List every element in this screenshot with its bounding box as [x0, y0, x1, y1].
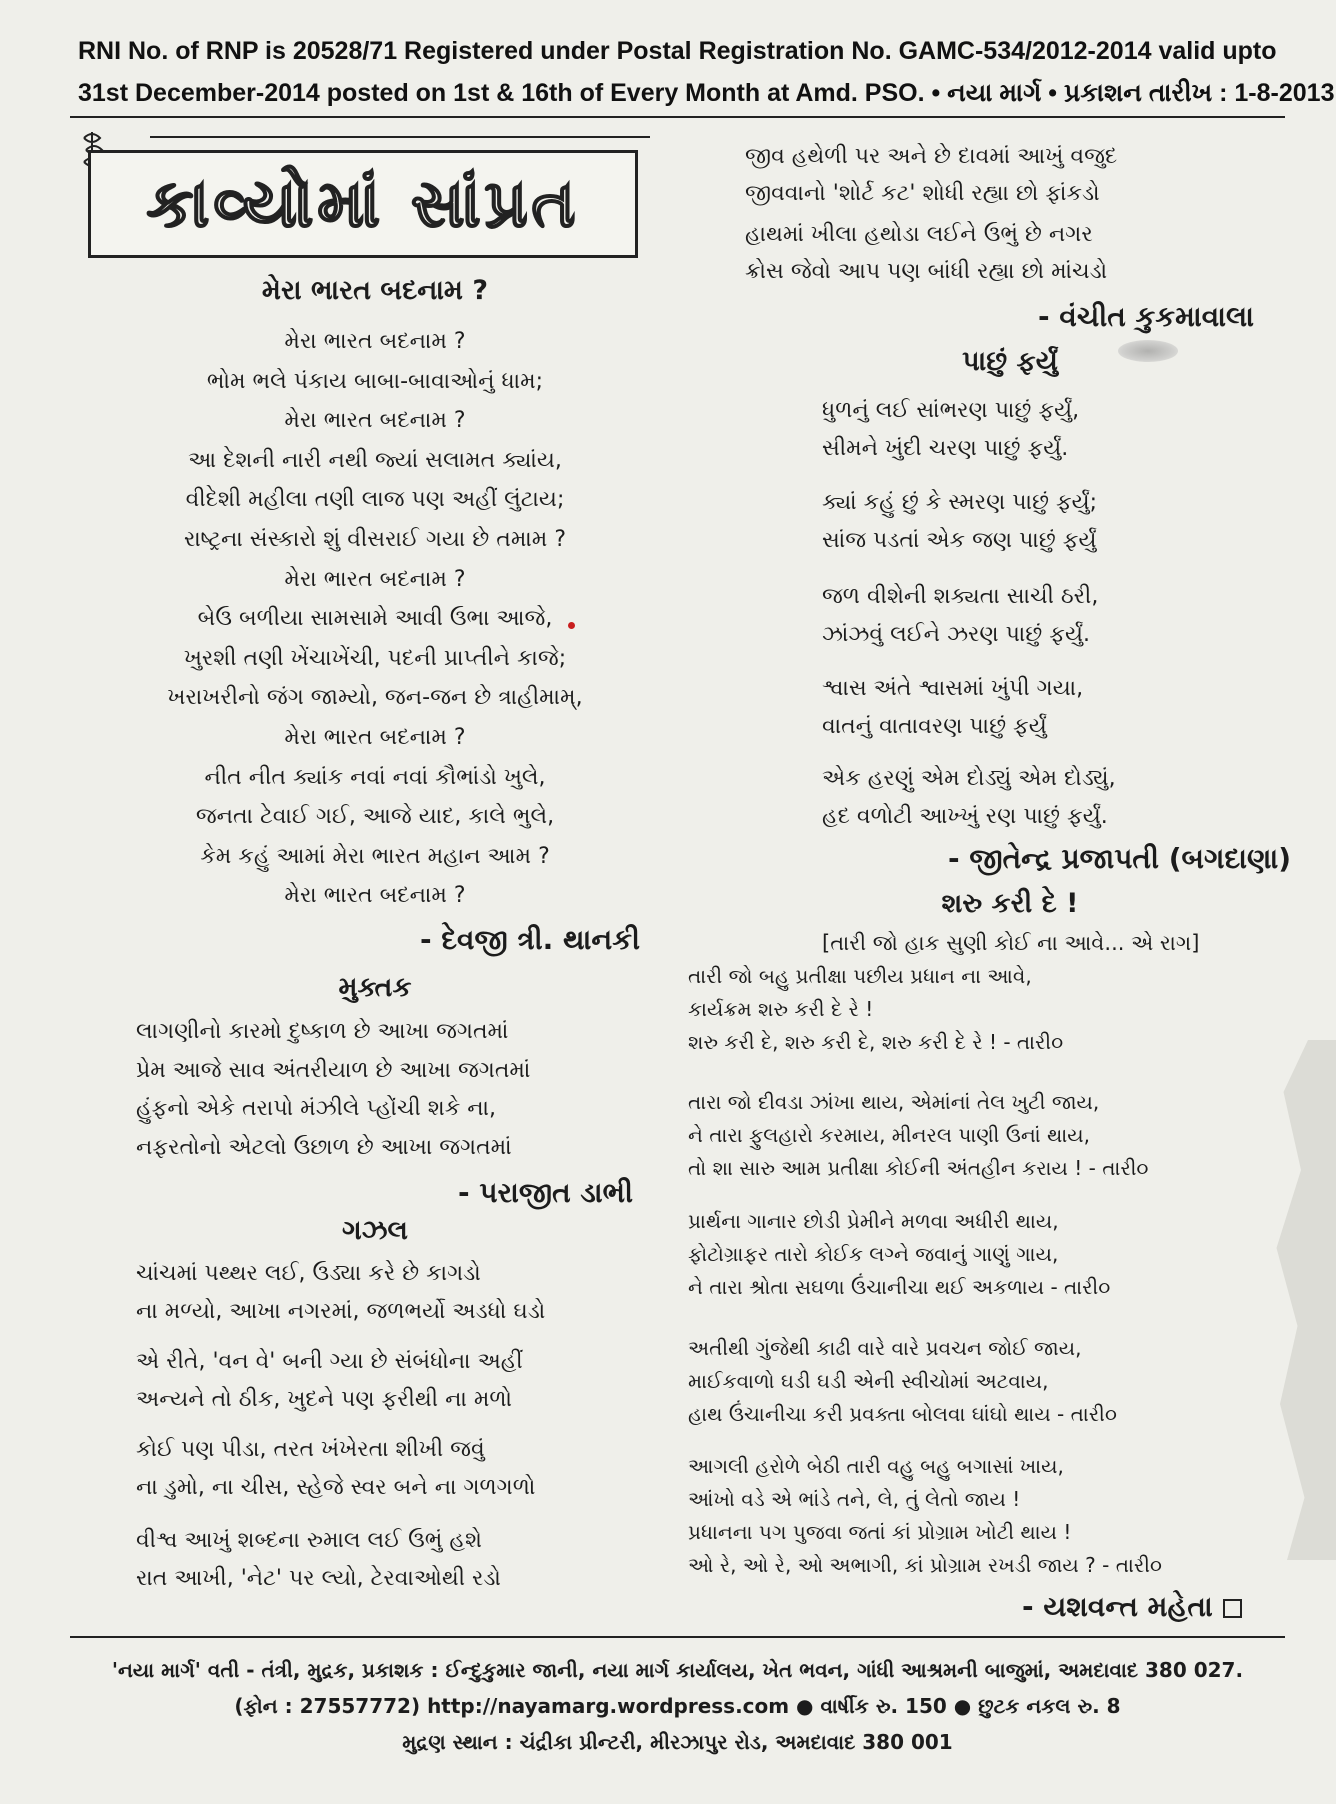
verse-line: પ્રાર્થના ગાનાર છોડી પ્રેમીને મળવા અધીરી થાય, [688, 1209, 1059, 1233]
verse-line: શ્વાસ અંતે શ્વાસમાં ખુંપી ગયા, [822, 676, 1084, 701]
verse-line: હદ વળોટી આખ્ખું રણ પાછું ફર્યું. [822, 804, 1108, 829]
verse-line: કેમ કહું આમાં મેરા ભારત મહાન આમ ? [200, 843, 550, 869]
verse-line: મેરા ભારત બદનામ ? [284, 725, 466, 750]
verse-line: માઈકવાળો ઘડી ઘડી એની સ્વીચોમાં અટવાય, [688, 1369, 1049, 1393]
verse-line: મેરા ભારત બદનામ ? [284, 329, 466, 354]
red-mark [568, 622, 575, 629]
header-line-1: RNI No. of RNP is 20528/71 Registered under Postal Registration No. GAMC-534/2012-2014 valid upto [78, 37, 1277, 65]
poem1-title: મેરા ભારત બદનામ ? [261, 275, 489, 306]
verse-line: કોઈ પણ પીડા, તરત ખંખેરતા શીખી જવું [136, 1437, 485, 1462]
verse-line: ક્યાં કહું છું કે સ્મરણ પાછું ફર્યું; [822, 490, 1098, 515]
verse-line: આગલી હરોળે બેઠી તારી વહુ બહુ બગાસાં ખાય, [688, 1454, 1064, 1478]
end-box-icon [1223, 1599, 1242, 1618]
section-banner [88, 150, 638, 258]
verse-line: લાગણીનો કારમો દુષ્કાળ છે આખા જગતમાં [136, 1019, 509, 1044]
verse-line: શરુ કરી દે, શરુ કરી દે, શરુ કરી દે રે ! - તારી૦ [688, 1030, 1064, 1054]
verse-line: વીશ્વ આખું શબ્દના રુમાલ લઈ ઉભું હશે [136, 1528, 482, 1553]
verse-line: ફોટોગ્રાફર તારો કોઈક લગ્ને જવાનું ગાણું ગાય, [688, 1242, 1059, 1266]
verse-line: પ્રધાનના પગ પુજવા જતાં કાં પ્રોગ્રામ ખોટી થાય ! [688, 1520, 1072, 1544]
verse-line: સાંજ પડતાં એક જણ પાછું ફર્યું [822, 528, 1097, 553]
header-rule [70, 116, 1285, 118]
verse-line: ભોમ ભલે પંકાય બાબા-બાવાઓનું ધામ; [206, 368, 544, 394]
verse-line: ના ડુમો, ના ચીસ, સ્હેજે સ્વર બને ના ગળગળો [136, 1475, 536, 1500]
verse-line: નીત નીત ક્યાંક નવાં નવાં કૌભાંડો ખુલે, [204, 764, 546, 790]
verse-line: સીમને ખુંદી ચરણ પાછું ફર્યું. [822, 436, 1069, 461]
verse-line: ઓ રે, ઓ રે, ઓ અભાગી, કાં પ્રોગ્રામ રખડી જાય ? - તારી૦ [688, 1553, 1162, 1577]
verse-line: હાથ ઉંચાનીચા કરી પ્રવક્તા બોલવા ઘાંઘો થાય - તારી૦ [688, 1402, 1117, 1426]
verse-line: મેરા ભારત બદનામ ? [284, 408, 466, 434]
verse-line: મેરા ભારત બદનામ ? [284, 566, 466, 592]
verse-line: ખરાખરીનો જંગ જામ્યો, જન-જન છે ત્રાહીમામ્, [167, 685, 583, 711]
verse-line: જીવવાનો 'શોર્ટ કટ' શોધી રહ્યા છો ફાંકડો [745, 181, 1100, 206]
verse-line: ના મળ્યો, આખા નગરમાં, જળભર્યો અડધો ઘડો [136, 1299, 546, 1324]
verse-line: હુંફનો એકે તરાપો મંઝીલે પ્હોંચી શકે ના, [136, 1096, 496, 1121]
verse-line: અન્યને તો ઠીક, ખુદને પણ ફરીથી ના મળો [136, 1387, 513, 1412]
verse-line: પ્રેમ આજે સાવ અંતરીયાળ છે આખા જગતમાં [136, 1057, 531, 1083]
imprint-footer [70, 1652, 1285, 1760]
poem4-title: પાછું ફર્યું [962, 346, 1058, 377]
verse-line: તારી જો બહુ પ્રતીક્ષા પછીય પ્રધાન ના આવે, [688, 964, 1032, 988]
footer-line-1: 'નયા માર્ગ' વતી - તંત્રી, મુદ્રક, પ્રકાશક : ઈન્દુકુમાર જાની, નયા માર્ગ કાર્યાલય, ખેત ભવન, ગાંધી આશ્રમની બાજુમાં, અમદાવાદ 380 027. [111, 1658, 1244, 1682]
poem3-author: - વંચીત કુકમાવાલા [1038, 300, 1255, 333]
banner-rule [150, 136, 650, 138]
poem2-title: મુક્તક [338, 972, 412, 1003]
verse-line: મેરા ભારત બદનામ ? [284, 883, 466, 909]
banner-title: કાવ્યોમાં સાંપ્રત [146, 164, 580, 242]
verse-line: આ દેશની નારી નથી જ્યાં સલામત ક્યાંય, [188, 447, 562, 473]
verse-line: એ રીતે, 'વન વે' બની ગ્યા છે સંબંધોના અહીં [136, 1349, 523, 1374]
footer-line-3: મુદ્રણ સ્થાન : ચંદ્રીકા પ્રીન્ટરી, મીરઝાપુર રોડ, અમદાવાદ 380 001 [402, 1730, 953, 1754]
verse-line: જનતા ટેવાઈ ગઈ, આજે યાદ, કાલે ભુલે, [195, 804, 555, 830]
verse-line: રાષ્ટ્રના સંસ્કારો શું વીસરાઈ ગયા છે તમામ ? [183, 527, 566, 552]
footer-line-2: (ફોન : 27557772) http://nayamarg.wordpress.com ● વાર્ષીક રુ. 150 ● છુટક નકલ રુ. 8 [234, 1694, 1121, 1718]
verse-line: કાર્યક્રમ શરુ કરી દે રે ! [688, 997, 874, 1021]
poem4-author: - જીતેન્દ્ર પ્રજાપતી (બગદાણા) [948, 842, 1292, 875]
verse-line: જળ વીશેની શક્યતા સાચી ઠરી, [822, 584, 1099, 609]
poem5-author: - યશવન્ત મહેતા [1022, 1590, 1213, 1623]
verse-line: ચાંચમાં પથ્થર લઈ, ઉડ્યા કરે છે કાગડો [136, 1261, 481, 1286]
footer-rule [70, 1636, 1285, 1638]
header-line-2: 31st December-2014 posted on 1st & 16th of Every Month at Amd. PSO. • નયા માર્ગ • પ્રકાશન તારીખ : 1-8-2013 [78, 79, 1335, 107]
poem1-author: - દેવજી ત્રી. થાનકી [420, 923, 641, 956]
poem5-author-wrap [1022, 1590, 1242, 1624]
verse-line: ખુરશી તણી ખેંચાખેંચી, પદની પ્રાપ્તીને કાજે; [183, 645, 567, 671]
verse-line: ક્રોસ જેવો આપ પણ બાંધી રહ્યા છો માંચડો [745, 259, 1108, 284]
verse-line: ને તારા શ્રોતા સઘળા ઉંચાનીચા થઈ અકળાય - તારી૦ [688, 1275, 1111, 1299]
verse-line: નફરતોનો એટલો ઉછાળ છે આખા જગતમાં [136, 1134, 512, 1160]
verse-line: તારા જો દીવડા ઝાંખા થાય, એમાંનાં તેલ ખુટી જાય, [688, 1090, 1100, 1114]
torn-edge [1266, 1040, 1336, 1560]
poem5-title: શરુ કરી દે ! [941, 888, 1079, 919]
verse-line: એક હરણું એમ દોડ્યું એમ દોડ્યું, [822, 766, 1116, 791]
verse-line: ઝાંઝવું લઈને ઝરણ પાછું ફર્યું. [822, 622, 1090, 647]
verse-line: અતીથી ગુંજેથી કાઢી વારે વારે પ્રવચન જોઈ જાય, [688, 1336, 1082, 1360]
verse-line: તો શા સારુ આમ પ્રતીક્ષા કોઈની અંતહીન કરાય ! - તારી૦ [688, 1156, 1149, 1180]
poem2-author: - પરાજીત ડાભી [458, 1176, 634, 1209]
verse-line: બેઉ બળીયા સામસામે આવી ઉભા આજે, [197, 606, 553, 632]
verse-line: આંખો વડે એ ભાંડે તને, લે, તું લેતો જાય ! [688, 1487, 1021, 1511]
postal-header [78, 30, 1335, 114]
poem5-subtitle: [તારી જો હાક સુણી કોઈ ના આવે... એ રાગ] [822, 931, 1200, 955]
verse-line: ને તારા ફુલહારો કરમાય, મીનરલ પાણી ઉનાં થાય, [688, 1123, 1091, 1147]
verse-line: જીવ હથેળી પર અને છે દાવમાં આખું વજુદ [745, 144, 1118, 169]
verse-line: રાત આખી, 'નેટ' પર લ્યો, ટેરવાઓથી રડો [136, 1566, 501, 1591]
verse-line: ધુળનું લઈ સાંભરણ પાછું ફર્યું, [822, 398, 1080, 423]
poem3-title: ગઝલ [342, 1215, 408, 1246]
verse-line: વાતનું વાતાવરણ પાછું ફર્યું [822, 714, 1047, 739]
verse-line: હાથમાં ખીલા હથોડા લઈને ઉભું છે નગર [745, 222, 1093, 247]
verse-line: વીદેશી મહીલા તણી લાજ પણ અહીં લુંટાય; [185, 487, 565, 513]
